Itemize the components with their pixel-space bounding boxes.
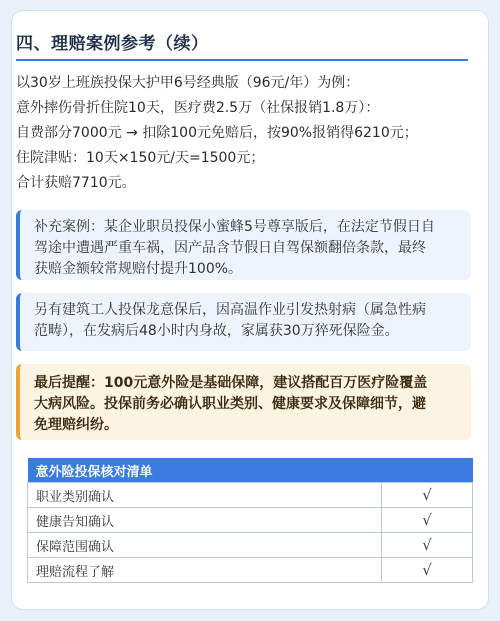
box-line: 范畴），在发病后48小时内身故，家属获30万猝死保险金。 (34, 323, 399, 339)
checklist-header: 意外险投保核对清单 (28, 458, 473, 483)
case-line: 住院津贴：10天×150元/天=1500元； (16, 150, 265, 166)
case-line: 以30岁上班族投保大护甲6号经典版（96元/年）为例： (16, 75, 360, 91)
check-mark-icon: √ (382, 508, 473, 533)
case-line: 自费部分7000元 → 扣除100元免赔后，按90%报销得6210元； (16, 125, 418, 141)
box-line: 补充案例：某企业职员投保小蜜蜂5号尊享版后，在法定节假日自 (34, 219, 435, 235)
final-reminder-box (16, 364, 471, 440)
check-mark-icon: √ (382, 483, 473, 508)
construction-worker-case-box (16, 293, 471, 351)
table-row (28, 533, 473, 558)
title-divider (16, 59, 468, 61)
table-row (28, 558, 473, 583)
checklist-item: 健康告知确认 (28, 508, 382, 533)
checklist-table (27, 458, 473, 583)
case-line: 合计获赔7710元。 (16, 175, 136, 191)
checklist-item: 职业类别确认 (28, 483, 382, 508)
box-line: 免理赔纠纷。 (34, 417, 118, 433)
case-description (16, 71, 476, 196)
box-line: 另有建筑工人投保龙意保后，因高温作业引发热射病（属急性病 (34, 302, 426, 318)
checklist-item: 理赔流程了解 (28, 558, 382, 583)
table-row (28, 483, 473, 508)
table-row (28, 508, 473, 533)
page-title: 四、理赔案例参考（续） (16, 34, 209, 54)
box-line: 驾途中遭遇严重车祸，因产品含节假日自驾保额翻倍条款，最终 (34, 240, 426, 256)
case-line: 意外摔伤骨折住院10天，医疗费2.5万（社保报销1.8万）： (16, 100, 380, 116)
supplementary-case-box (16, 210, 471, 280)
check-mark-icon: √ (382, 558, 473, 583)
box-line: 获赔金额较常规赔付提升100%。 (34, 261, 243, 277)
check-mark-icon: √ (382, 533, 473, 558)
checklist-item: 保障范围确认 (28, 533, 382, 558)
box-line: 最后提醒：100元意外险是基础保障，建议搭配百万医疗险覆盖 (34, 375, 428, 391)
box-line: 大病风险。投保前务必确认职业类别、健康要求及保障细节，避 (34, 396, 426, 412)
